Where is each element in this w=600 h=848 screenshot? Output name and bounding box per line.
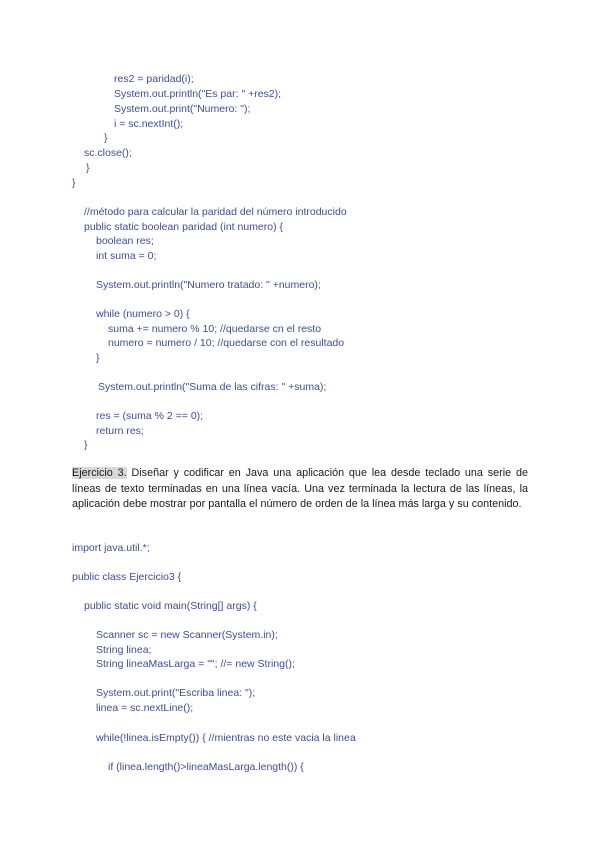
code-line: while (numero > 0) { [96,308,190,320]
code-line: } [104,132,108,144]
exercise-statement [72,466,528,513]
code-line: public static void main(String[] args) { [84,600,257,612]
code-line: suma += numero % 10; //quedarse cn el resto [108,323,322,335]
code-line: boolean res; [96,235,154,247]
code-line: while(!linea.isEmpty()) { //mientras no este vacia la linea [96,732,356,744]
code-line: public class Ejercicio3 { [72,571,182,583]
code-line: System.out.print("Numero: "); [114,103,251,115]
code-line: if (linea.length()>lineaMasLarga.length()) { [108,761,304,773]
code-line: import java.util.*; [72,542,150,554]
code-line: System.out.print("Escriba linea: "); [96,687,256,699]
code-line: linea = sc.nextLine(); [96,702,194,714]
code-line: } [86,162,90,174]
code-line: } [96,352,100,364]
code-line: } [84,439,88,451]
exercise-label: Ejercicio 3. [72,467,127,479]
exercise-text: Diseñar y codificar en Java una aplicación que lea desde teclado una serie de líneas de texto terminadas en una línea vacía. Una vez terminada la lectura de las líneas, la aplicación debe mostrar por pantalla el número de orden de la línea más larga y su contenido. [72,467,528,510]
code-line: System.out.println("Numero tratado: " +numero); [96,279,321,291]
code-line: public static boolean paridad (int numero) { [84,221,284,233]
code-line: int suma = 0; [96,250,157,262]
code-line: sc.close(); [84,147,132,159]
code-line: i = sc.nextInt(); [114,118,184,130]
code-line: System.out.println("Suma de las cifras: " +suma); [98,381,327,393]
code-line: numero = numero / 10; //quedarse con el resultado [108,337,345,349]
code-comment: //método para calcular la paridad del número introducido [84,206,347,218]
code-line: Scanner sc = new Scanner(System.in); [96,629,278,641]
code-line: String linea; [96,644,152,656]
code-line: String lineaMasLarga = ""; //= new String(); [96,658,295,670]
code-line: res2 = paridad(i); [114,73,194,85]
code-line: } [72,177,76,189]
code-line: System.out.println("Es par: " +res2); [114,88,282,100]
code-line: return res; [96,425,144,437]
code-line: res = (suma % 2 == 0); [96,410,204,422]
